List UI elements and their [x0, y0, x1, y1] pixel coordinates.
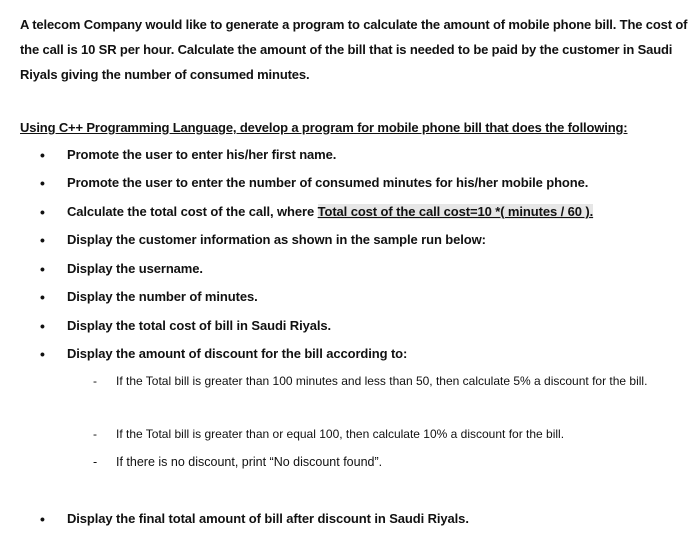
list-item [0, 343, 700, 365]
bullet-icon: • [40, 511, 45, 527]
list-item-text [67, 201, 593, 223]
sub-list-item-text: If the Total bill is greater than 100 minutes and less than 50, then calculate 5% a discount for the bill. [116, 374, 648, 388]
bullet-icon: • [40, 232, 45, 248]
list-item-text: Display the amount of discount for the bill according to: [67, 346, 408, 361]
list-item [0, 172, 700, 194]
list-item [0, 201, 700, 223]
bullet-icon: • [40, 147, 45, 163]
list-item [0, 286, 700, 308]
bullet-icon: • [40, 261, 45, 277]
bullet-icon: • [40, 204, 45, 220]
list-item-text: Display the total cost of bill in Saudi Riyals. [67, 318, 332, 333]
formula-highlight: Total cost of the call cost=10 *( minutes / 60 ). [317, 204, 594, 219]
list-item-text: Promote the user to enter the number of consumed minutes for his/her mobile phone. [67, 175, 589, 190]
list-item-lead-text: Calculate the total cost of the call, where [67, 204, 318, 219]
list-item-text: Display the final total amount of bill after discount in Saudi Riyals. [67, 511, 469, 526]
list-item-text: Display the customer information as shown in the sample run below: [67, 232, 486, 247]
list-item [0, 229, 700, 251]
list-item [0, 315, 700, 337]
list-item-text: Promote the user to enter his/her first name. [67, 147, 337, 162]
dash-icon: - [93, 427, 97, 441]
sub-list-item-text: If there is no discount, print “No discount found”. [116, 455, 383, 469]
dash-icon: - [93, 374, 97, 388]
bullet-icon: • [40, 318, 45, 334]
list-item [0, 508, 700, 530]
dash-icon: - [93, 455, 98, 469]
list-item [0, 258, 700, 280]
list-item-text: Display the username. [67, 261, 203, 276]
list-item [0, 144, 700, 166]
bullet-icon: • [40, 175, 45, 191]
bullet-icon: • [40, 346, 45, 362]
bullet-icon: • [40, 289, 45, 305]
sub-list-item-text: If the Total bill is greater than or equal 100, then calculate 10% a discount for the bill. [116, 427, 565, 441]
task-heading: Using C++ Programming Language, develop a program for mobile phone bill that does the following: [20, 120, 628, 135]
intro-paragraph: A telecom Company would like to generate a program to calculate the amount of mobile phone bill. The cost of the call is 10 SR per hour. Calculate the amount of the bill that is needed to be paid by the customer in Saudi Riyals giving the number of consumed minutes. [20, 17, 688, 82]
list-item-text: Display the number of minutes. [67, 289, 258, 304]
